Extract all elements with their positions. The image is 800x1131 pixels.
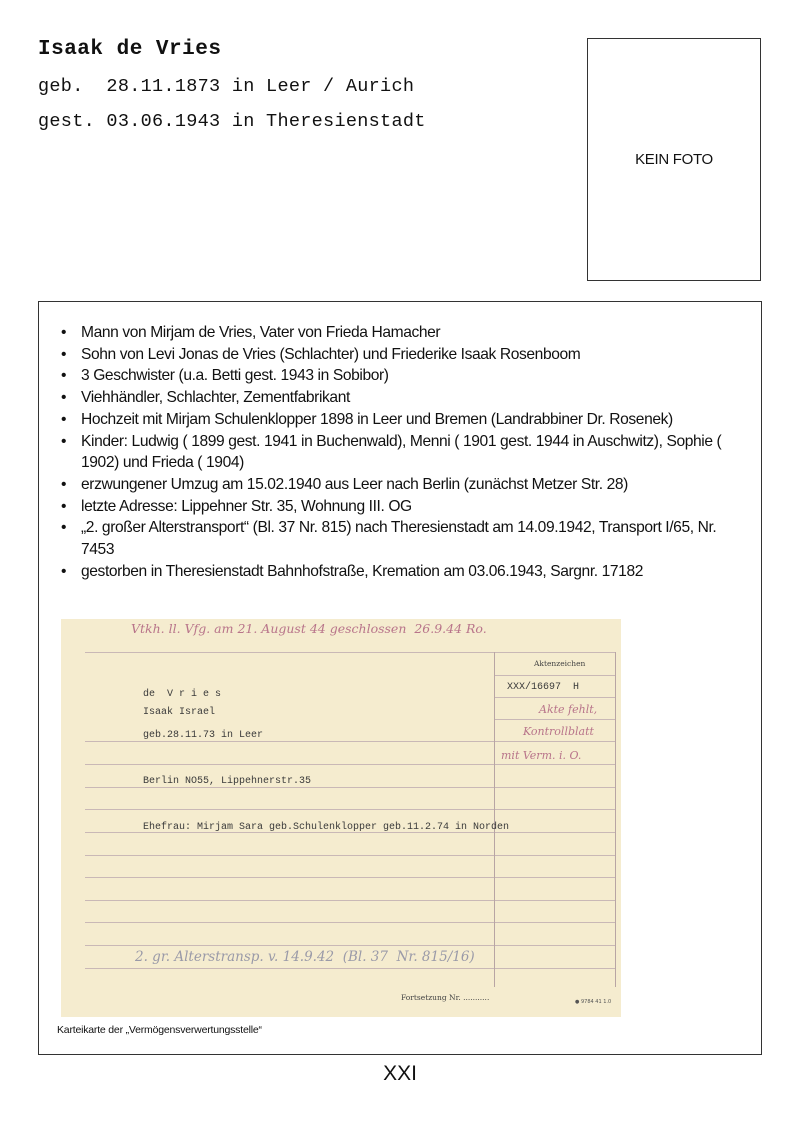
- card-rule: [85, 855, 615, 856]
- card-right-note: Kontrollblatt: [523, 725, 594, 738]
- bullet-icon: •: [61, 432, 67, 450]
- card-rule: [85, 900, 615, 901]
- card-right-note: Akte fehlt,: [539, 703, 598, 716]
- bullet-icon: •: [61, 497, 67, 515]
- bullet-icon: •: [61, 562, 67, 580]
- card-birth: geb.28.11.73 in Leer: [143, 730, 264, 741]
- card-form-code: ● 9784 41 1.0: [575, 999, 612, 1005]
- biography-frame: [38, 301, 762, 1055]
- card-rule: [85, 922, 615, 923]
- card-file-number: XXX/16697 H: [507, 682, 580, 693]
- bullet-icon: •: [61, 519, 67, 537]
- card-rule: [494, 697, 615, 698]
- card-rule: [85, 809, 615, 810]
- card-right-note: mit Verm. i. O.: [501, 749, 582, 762]
- card-continuation: Fortsetzung Nr. ...........: [401, 993, 490, 1002]
- photo-label: KEIN FOTO: [635, 151, 713, 168]
- bullet-icon: •: [61, 345, 67, 363]
- person-name: Isaak de Vries: [38, 38, 222, 61]
- card-rule: [85, 652, 615, 653]
- death-line: gest. 03.06.1943 in Theresienstadt: [38, 111, 426, 132]
- card-rule: [85, 877, 615, 878]
- card-given-name: Isaak Israel: [143, 707, 216, 718]
- page-number: XXI: [383, 1062, 417, 1085]
- birth-line: geb. 28.11.1873 in Leer / Aurich: [38, 76, 415, 97]
- fact-item: • Mann von Mirjam de Vries, Vater von Frieda Hamacher: [61, 322, 751, 344]
- fact-item: • gestorben in Theresienstadt Bahnhofstraße, Kremation am 03.06.1943, Sargnr. 17182: [61, 561, 751, 583]
- bullet-icon: •: [61, 410, 67, 428]
- card-divider: [494, 652, 495, 987]
- fact-item: • letzte Adresse: Lippehner Str. 35, Wohnung III. OG: [61, 496, 751, 518]
- card-divider: [615, 652, 616, 987]
- photo-placeholder: [587, 38, 761, 281]
- fact-item: • Hochzeit mit Mirjam Schulenklopper 1898 in Leer und Bremen (Landrabbiner Dr. Rosenek): [61, 409, 751, 431]
- card-rule: [85, 945, 615, 946]
- fact-item: • Sohn von Levi Jonas de Vries (Schlachter) und Friederike Isaak Rosenboom: [61, 344, 751, 366]
- bullet-icon: •: [61, 475, 67, 493]
- fact-item: • „2. großer Alterstransport“ (Bl. 37 Nr. 815) nach Theresienstadt am 14.09.1942, Transport I/65, Nr. 7453: [61, 519, 717, 559]
- card-rule: [85, 764, 615, 765]
- index-card: [61, 619, 621, 1017]
- card-rule: [85, 968, 615, 969]
- card-rule: [85, 787, 615, 788]
- card-caption: Karteikarte der „Vermögensverwertungsstelle“: [57, 1024, 262, 1036]
- fact-list: [61, 322, 751, 582]
- bullet-icon: •: [61, 367, 67, 385]
- card-spouse: Ehefrau: Mirjam Sara geb.Schulenklopper geb.11.2.74 in Norden: [143, 822, 510, 833]
- card-rule: [494, 675, 615, 676]
- card-top-note: Vtkh. ll. Vfg. am 21. August 44 geschlossen 26.9.44 Ro.: [131, 621, 487, 636]
- fact-item: • Kinder: Ludwig ( 1899 gest. 1941 in Buchenwald), Menni ( 1901 gest. 1944 in Auschwitz), Sophie ( 1902) und Frieda ( 1904): [61, 432, 722, 472]
- fact-item: • 3 Geschwister (u.a. Betti gest. 1943 in Sobibor): [61, 365, 751, 387]
- card-rule: [85, 741, 615, 742]
- card-surname: de V r i e s: [143, 689, 222, 700]
- fact-item: • erzwungener Umzug am 15.02.1940 aus Leer nach Berlin (zunächst Metzer Str. 28): [61, 474, 751, 496]
- bullet-icon: •: [61, 324, 67, 341]
- card-address: Berlin NO55, Lippehnerstr.35: [143, 776, 312, 787]
- bullet-icon: •: [61, 389, 67, 407]
- card-file-header: Aktenzeichen: [534, 659, 586, 668]
- card-transport-note: 2. gr. Alterstransp. v. 14.9.42 (Bl. 37 Nr. 815/16): [135, 949, 475, 965]
- fact-item: • Viehhändler, Schlachter, Zementfabrikant: [61, 387, 751, 409]
- card-rule: [494, 719, 615, 720]
